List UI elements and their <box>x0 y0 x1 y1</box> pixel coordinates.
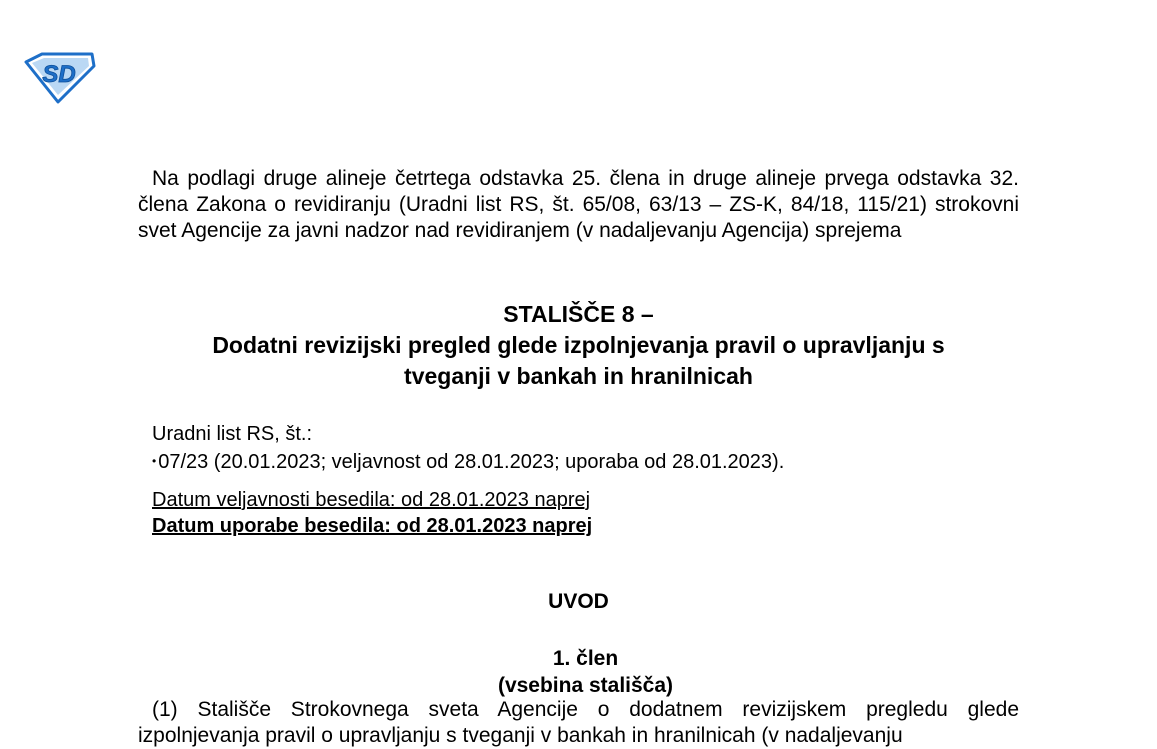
gazette-entry: 07/23 (20.01.2023; veljavnost od 28.01.2023; uporaba od 28.01.2023). <box>158 451 785 473</box>
intro-paragraph: Na podlagi druge alineje četrtega odstavka 25. člena in druge alineje prvega odstavka 32. člena Zakona o revidiranju (Uradni list RS, št. 65/08, 63/13 – ZS-K, 84/18, 115/21) strokovni svet Agencije za javni nadzor nad revidiranjem (v nadaljevanju Agencija) sprejema <box>138 167 1019 242</box>
gazette-entry-row <box>152 448 784 476</box>
title-line-2: Dodatni revizijski pregled glede izpolnjevanja pravil o upravljanju s <box>212 332 945 358</box>
article-subtitle: (vsebina stališča) <box>497 674 674 697</box>
gazette-label: Uradni list RS, št.: <box>152 423 313 445</box>
title-line-1: STALIŠČE 8 – <box>503 301 654 327</box>
gazette-reference <box>152 421 784 476</box>
validity-date: Datum veljavnosti besedila: od 28.01.2023 naprej <box>152 489 591 511</box>
validity-dates <box>152 487 592 539</box>
logo-text: SD <box>42 61 76 88</box>
document-title <box>138 299 1019 392</box>
article-heading <box>138 645 1033 699</box>
article-number: 1. člen <box>552 647 619 670</box>
agency-logo-icon <box>22 50 96 104</box>
bullet-icon: • <box>152 454 157 468</box>
title-line-3: tveganji v bankah in hranilnicah <box>404 363 753 389</box>
article-paragraph-1: (1) Stališče Strokovnega sveta Agencije o dodatnem revizijskem pregledu glede izpolnjevanja pravil o upravljanju s tveganji v bankah in hranilnicah (v nadaljevanju <box>138 698 1019 747</box>
usage-date: Datum uporabe besedila: od 28.01.2023 naprej <box>152 515 593 537</box>
section-heading: UVOD <box>548 590 609 613</box>
